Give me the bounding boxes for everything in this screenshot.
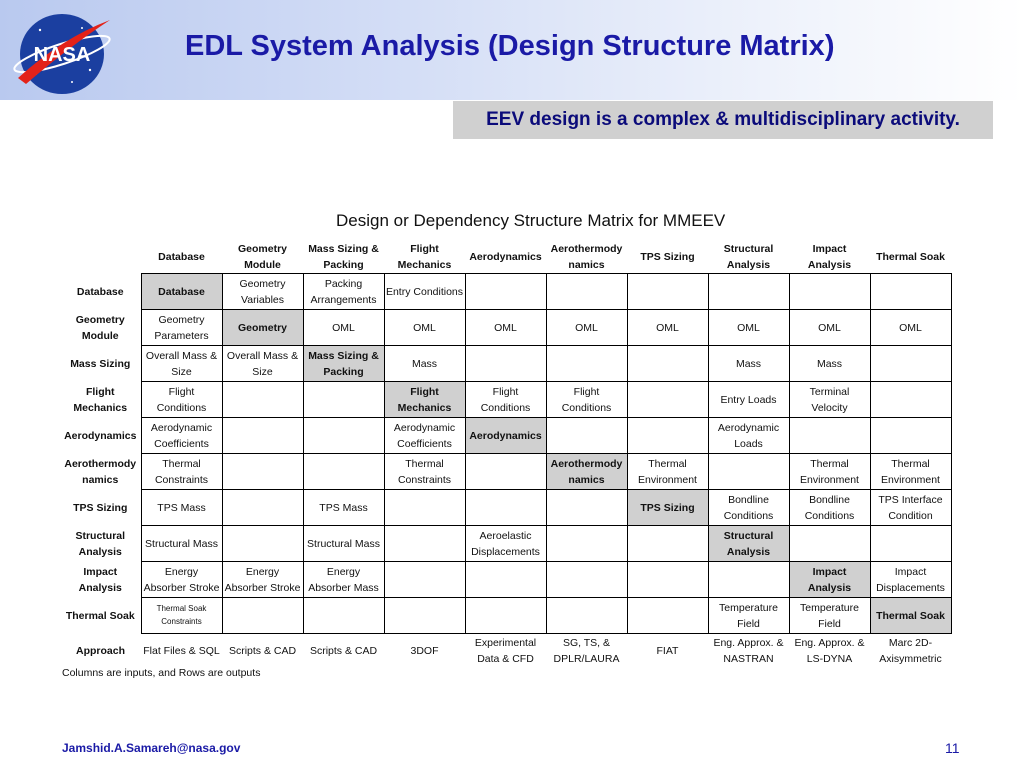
matrix-cell: OML (870, 310, 951, 346)
matrix-cell (870, 418, 951, 454)
table-row (60, 382, 951, 418)
column-header: Aerodynamics (469, 250, 542, 263)
matrix-cell: Mass (789, 346, 870, 382)
matrix-cell (627, 274, 708, 310)
matrix-cell (870, 346, 951, 382)
matrix-cell: Energy Absorber Stroke (141, 562, 222, 598)
page-number: 11 (945, 740, 960, 756)
matrix-diagonal-cell: Structural Analysis (708, 526, 789, 562)
approach-cell: Scripts & CAD (309, 645, 378, 657)
matrix-cell (465, 598, 546, 634)
matrix-cell (708, 562, 789, 598)
approach-cell: Flat Files & SQL (143, 645, 220, 657)
matrix-cell (546, 598, 627, 634)
nasa-logo (10, 8, 114, 96)
matrix-cell: Impact Displacements (870, 562, 951, 598)
matrix-cell (546, 562, 627, 598)
column-header: Database (158, 250, 205, 263)
approach-row (60, 634, 951, 669)
subtitle-box (453, 101, 993, 139)
matrix-cell: OML (303, 310, 384, 346)
matrix-cell (546, 490, 627, 526)
matrix-cell: OML (708, 310, 789, 346)
matrix-header-row (60, 240, 951, 274)
matrix-diagonal-cell: Thermal Soak (870, 598, 951, 634)
matrix-cell: Geometry Variables (222, 274, 303, 310)
column-header: Aerothermody namics (550, 242, 623, 271)
row-header: Aerothermody namics (64, 457, 137, 486)
table-row (60, 490, 951, 526)
row-header: Approach (75, 644, 125, 657)
matrix-cell (465, 490, 546, 526)
table-row (60, 598, 951, 634)
matrix-diagonal-cell: Flight Mechanics (384, 382, 465, 418)
matrix-cell: Bondline Conditions (789, 490, 870, 526)
matrix-cell: Thermal Environment (789, 454, 870, 490)
matrix-diagonal-cell: Aerodynamics (465, 418, 546, 454)
matrix-cell (222, 454, 303, 490)
corner-cell (60, 240, 141, 274)
matrix-caption: Design or Dependency Structure Matrix for MMEEV (336, 211, 726, 230)
matrix-cell: Energy Absorber Mass (303, 562, 384, 598)
matrix-cell (303, 598, 384, 634)
column-header: Structural Analysis (723, 242, 774, 271)
matrix-cell: OML (384, 310, 465, 346)
matrix-cell: OML (627, 310, 708, 346)
matrix-cell (384, 562, 465, 598)
row-header: Thermal Soak (65, 609, 135, 622)
matrix-cell (708, 454, 789, 490)
column-header: TPS Sizing (640, 250, 695, 263)
matrix-cell: TPS Interface Condition (870, 490, 951, 526)
matrix-cell: Aerodynamic Coefficients (384, 418, 465, 454)
matrix-diagonal-cell: Database (141, 274, 222, 310)
table-row (60, 418, 951, 454)
column-header: Geometry Module (237, 242, 288, 271)
approach-cell: Eng. Approx. & LS-DYNA (794, 637, 865, 665)
approach-cell: Scripts & CAD (228, 645, 297, 657)
matrix-cell: Geometry Parameters (141, 310, 222, 346)
table-row (60, 454, 951, 490)
matrix-cell (222, 526, 303, 562)
matrix-cell: Aeroelastic Displacements (465, 526, 546, 562)
matrix-cell (627, 418, 708, 454)
matrix-cell: TPS Mass (303, 490, 384, 526)
matrix-cell (384, 526, 465, 562)
row-header: Geometry Module (75, 313, 125, 342)
matrix-cell (303, 382, 384, 418)
table-row (60, 562, 951, 598)
matrix-cell (384, 490, 465, 526)
matrix-cell (141, 598, 222, 634)
approach-cell: Marc 2D-Axisymmetric (879, 637, 942, 665)
matrix-cell: Aerodynamic Loads (708, 418, 789, 454)
matrix-cell: Thermal Environment (627, 454, 708, 490)
matrix-diagonal-cell: Aerothermody namics (546, 454, 627, 490)
matrix-cell: Entry Conditions (384, 274, 465, 310)
matrix-cell (546, 346, 627, 382)
row-header: Flight Mechanics (73, 385, 128, 414)
row-header: Structural Analysis (75, 529, 126, 558)
table-row (60, 346, 951, 382)
matrix-cell: Flight Conditions (546, 382, 627, 418)
approach-cell: FIAT (656, 645, 679, 657)
matrix-cell (789, 274, 870, 310)
matrix-cell (870, 526, 951, 562)
row-header: Database (76, 285, 124, 298)
matrix-cell (303, 454, 384, 490)
matrix-cell: Thermal Environment (870, 454, 951, 490)
matrix-cell: Thermal Constraints (141, 454, 222, 490)
matrix-cell: OML (546, 310, 627, 346)
matrix-note: Columns are inputs, and Rows are outputs (62, 667, 261, 679)
subtitle-text: EEV design is a complex & multidisciplinary activity. (486, 109, 960, 130)
matrix-cell: Entry Loads (708, 382, 789, 418)
matrix-cell (789, 418, 870, 454)
matrix-cell: TPS Mass (141, 490, 222, 526)
matrix-cell (222, 598, 303, 634)
matrix-diagonal-cell: TPS Sizing (627, 490, 708, 526)
matrix-cell: Mass (708, 346, 789, 382)
matrix-cell (465, 274, 546, 310)
matrix-cell (627, 526, 708, 562)
matrix-cell (546, 526, 627, 562)
design-structure-matrix (60, 240, 952, 668)
matrix-cell-text: Thermal Soak Constraints (156, 604, 207, 626)
matrix-cell (222, 382, 303, 418)
matrix-cell: Packing Arrangements (303, 274, 384, 310)
matrix-cell (627, 346, 708, 382)
matrix-cell: Temperature Field (708, 598, 789, 634)
matrix-cell: Thermal Constraints (384, 454, 465, 490)
row-header: Impact Analysis (78, 565, 122, 594)
row-header: TPS Sizing (73, 501, 128, 514)
table-row (60, 310, 951, 346)
matrix-cell (546, 274, 627, 310)
matrix-cell: OML (789, 310, 870, 346)
column-header: Impact Analysis (807, 242, 852, 271)
matrix-cell: Bondline Conditions (708, 490, 789, 526)
matrix-cell (465, 346, 546, 382)
matrix-diagonal-cell: Geometry (222, 310, 303, 346)
matrix-cell: Overall Mass & Size (222, 346, 303, 382)
row-header: Mass Sizing (70, 357, 131, 370)
matrix-cell: Terminal Velocity (789, 382, 870, 418)
matrix-cell: Overall Mass & Size (141, 346, 222, 382)
row-header: Aerodynamics (64, 429, 137, 442)
matrix-cell: OML (465, 310, 546, 346)
page-title: EDL System Analysis (Design Structure Matrix) (185, 30, 835, 62)
matrix-cell: Flight Conditions (141, 382, 222, 418)
approach-cell: SG, TS, & DPLR/LAURA (553, 637, 620, 665)
column-header: Flight Mechanics (397, 242, 452, 271)
matrix-cell (627, 382, 708, 418)
author-email: Jamshid.A.Samareh@nasa.gov (62, 741, 241, 755)
matrix-cell (870, 274, 951, 310)
approach-cell: 3DOF (410, 645, 439, 657)
nasa-logo-text: NASA (33, 44, 91, 66)
matrix-cell (222, 418, 303, 454)
table-row (60, 274, 951, 310)
matrix-cell (222, 490, 303, 526)
approach-cell: Experimental Data & CFD (474, 637, 537, 665)
matrix-cell (789, 526, 870, 562)
matrix-cell (708, 274, 789, 310)
matrix-cell: Aerodynamic Coefficients (141, 418, 222, 454)
table-row (60, 526, 951, 562)
matrix-cell: Energy Absorber Stroke (222, 562, 303, 598)
matrix-diagonal-cell: Impact Analysis (789, 562, 870, 598)
matrix-diagonal-cell: Mass Sizing & Packing (303, 346, 384, 382)
matrix-cell (303, 418, 384, 454)
matrix-cell (627, 598, 708, 634)
matrix-cell: Flight Conditions (465, 382, 546, 418)
matrix-cell (465, 562, 546, 598)
matrix-cell (870, 382, 951, 418)
matrix-cell: Structural Mass (141, 526, 222, 562)
matrix-cell: Mass (384, 346, 465, 382)
matrix-cell: Structural Mass (303, 526, 384, 562)
matrix-cell (546, 418, 627, 454)
matrix-cell (465, 454, 546, 490)
matrix-cell (384, 598, 465, 634)
matrix-cell (627, 562, 708, 598)
column-header: Mass Sizing & Packing (308, 242, 379, 271)
column-header: Thermal Soak (876, 250, 945, 263)
matrix-cell: Temperature Field (789, 598, 870, 634)
approach-cell: Eng. Approx. & NASTRAN (713, 637, 784, 665)
